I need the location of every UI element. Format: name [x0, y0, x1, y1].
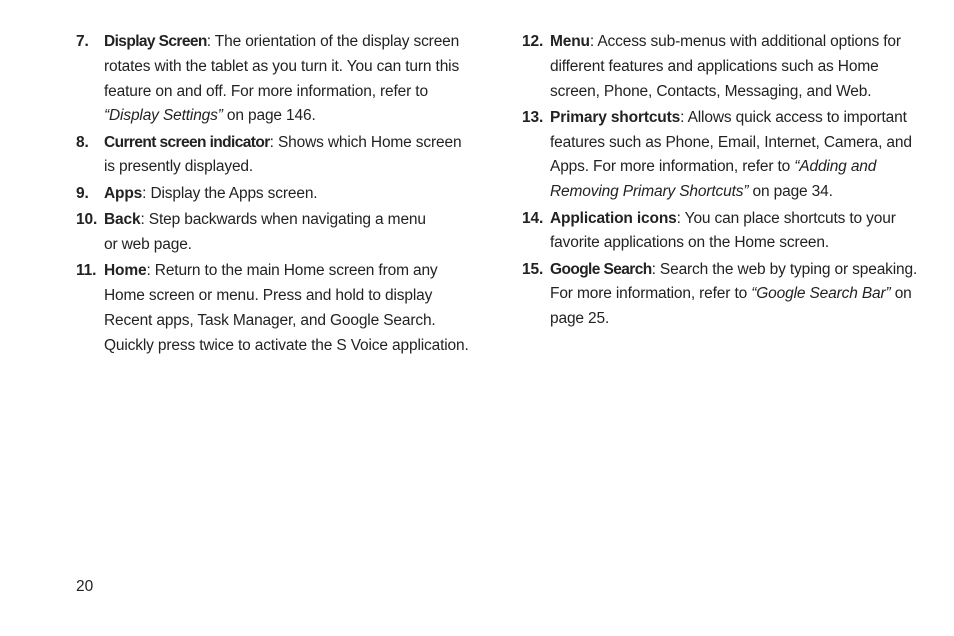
list-item-display-screen: [76, 30, 476, 129]
list-item-primary-shortcuts: [522, 106, 922, 205]
item-label: Home: [104, 262, 147, 280]
item-number: 9.: [76, 184, 89, 202]
cross-reference-link: “Adding and Removing Primary Shortcuts”: [550, 158, 877, 201]
item-label: Apps: [104, 184, 143, 202]
item-description-end: on page 34.: [748, 183, 833, 201]
item-description: : Shows which Home screen is presently displayed.: [104, 133, 462, 176]
item-number: 12.: [522, 33, 544, 50]
list-item-menu: [522, 30, 922, 104]
item-number: 13.: [522, 108, 544, 126]
list-item-application-icons: [522, 207, 922, 257]
right-column: [522, 30, 922, 334]
item-description: : The orientation of the display screen rotates with the tablet as you turn it. You can turn this feature on and off. For more information, refer to: [104, 33, 460, 100]
item-number: 10.: [76, 211, 98, 229]
item-description: : Step backwards when navigating a menu: [140, 211, 426, 229]
item-description: : Allows quick access to important features such as Phone, Email, Internet, Camera, and Apps. For more information, refer to: [550, 108, 912, 176]
item-number: 8.: [76, 133, 89, 151]
item-description: : You can place shortcuts to your favorite applications on the Home screen.: [550, 209, 896, 252]
item-description: : Display the Apps screen.: [142, 184, 318, 202]
list-item-current-screen-indicator: [76, 131, 476, 181]
item-description: : Search the web by typing or speaking. For more information, refer to: [550, 260, 918, 303]
cross-reference-link: “Google Search Bar”: [751, 285, 891, 303]
item-description: : Return to the main Home screen from any Home screen or menu. Press and hold to display Recent apps, Task Manager, and Google Search. Quickly press twice to activate the S Voice application.: [104, 262, 469, 354]
item-number: 7.: [76, 33, 89, 50]
item-number: 14.: [522, 209, 544, 227]
list-item-back: [76, 208, 476, 258]
page-number: 20: [76, 578, 94, 595]
left-column: [76, 30, 476, 360]
item-label: Current screen indicator: [104, 133, 270, 151]
list-item-apps: [76, 182, 476, 207]
item-label: Google Search: [550, 260, 652, 278]
item-label: Menu: [550, 33, 590, 50]
list-item-home: [76, 259, 476, 358]
item-description-end: on page 146.: [222, 107, 316, 125]
item-description-end: on page 25.: [550, 285, 912, 328]
item-description-continued: or web page.: [104, 235, 192, 253]
list-item-google-search: [522, 258, 922, 332]
item-label: Primary shortcuts: [550, 108, 681, 126]
item-description: : Access sub-menus with additional options for different features and applications such as Home screen, Phone, Contacts, Messaging, and Web.: [550, 33, 901, 100]
item-label: Back: [104, 211, 141, 229]
item-label: Application icons: [550, 209, 677, 227]
cross-reference-link: “Display Settings”: [104, 107, 223, 125]
item-number: 15.: [522, 260, 544, 278]
item-label: Display Screen: [104, 33, 207, 50]
item-number: 11.: [76, 262, 97, 280]
